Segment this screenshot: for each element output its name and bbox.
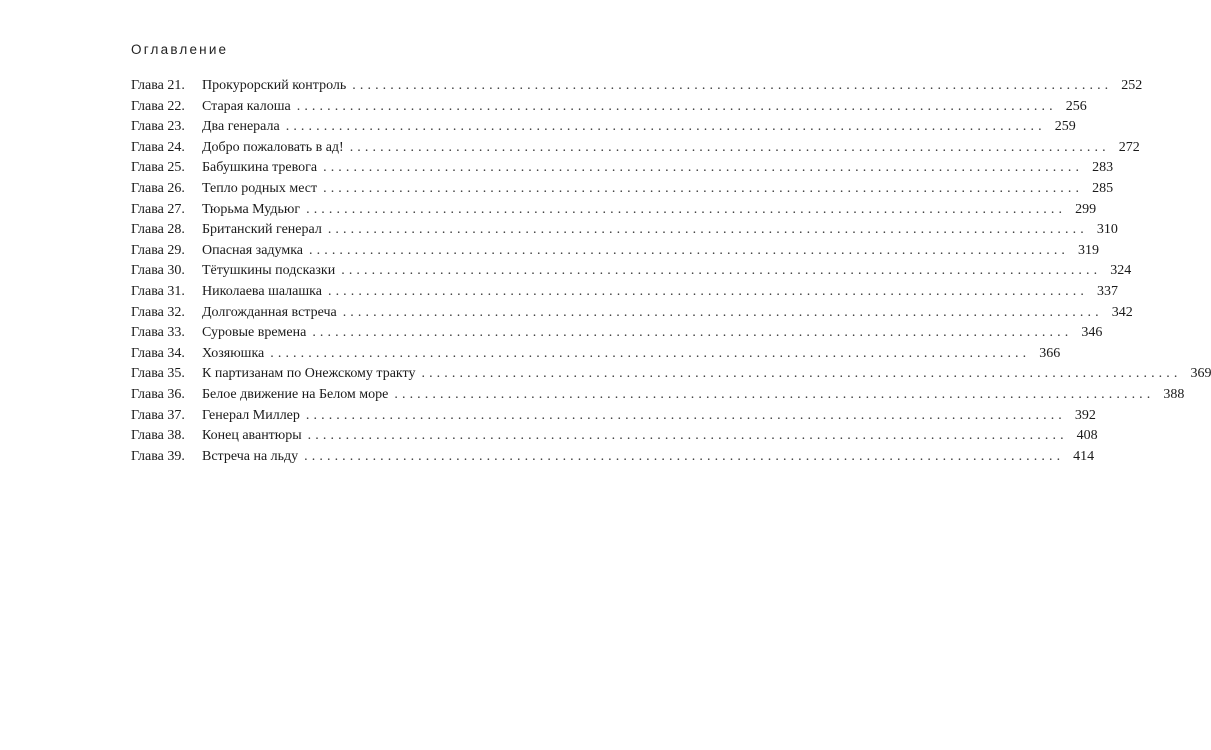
chapter-title: Белое движение на Белом море [202, 386, 389, 402]
dot-leader: .................................................................................................... [306, 201, 1067, 217]
page-number: 252 [1121, 78, 1143, 93]
toc-entry-body [202, 220, 1118, 241]
chapter-number: Глава 35. [131, 366, 185, 382]
page-number: 337 [1096, 283, 1118, 299]
toc-entry [131, 97, 1087, 118]
toc-entry-body [202, 303, 1133, 324]
toc-entry-body [202, 447, 1095, 468]
page-number: 256 [1065, 98, 1087, 114]
dot-leader: .................................................................................................... [304, 448, 1065, 464]
dot-leader: .................................................................................................... [394, 386, 1155, 402]
chapter-number: Глава 36. [131, 386, 185, 402]
toc-entry [131, 138, 1140, 159]
page-number: 414 [1073, 448, 1095, 464]
toc-entry [131, 200, 1097, 221]
chapter-number: Глава 31. [131, 283, 185, 299]
toc-entry-body [202, 200, 1097, 221]
page-number: 408 [1076, 428, 1098, 444]
chapter-title: Два генерала [202, 119, 280, 135]
dot-leader: .................................................................................................... [270, 345, 1031, 361]
chapter-number: Глава 33. [131, 325, 185, 341]
toc-entry [131, 261, 1132, 282]
dot-leader: .................................................................................................... [296, 98, 1057, 114]
page-number: 342 [1111, 304, 1133, 320]
chapter-number: Глава 34. [131, 345, 185, 361]
chapter-number: Глава 24. [131, 139, 185, 155]
toc-entry [131, 364, 1211, 385]
toc-entry-body [202, 241, 1100, 262]
chapter-title: Николаева шалашка [202, 283, 322, 299]
page-number: 299 [1075, 201, 1097, 217]
chapter-title: Суровые времена [202, 325, 307, 341]
toc-entry-body [202, 323, 1103, 344]
toc-entry-body [202, 385, 1185, 406]
page-number: 319 [1078, 242, 1100, 258]
chapter-number: Глава 22. [131, 98, 185, 114]
toc-entry-body [202, 97, 1087, 118]
toc-entry [131, 385, 1185, 406]
dot-leader: .................................................................................................... [323, 160, 1084, 176]
page-number: 366 [1039, 345, 1061, 361]
toc-entry-body [202, 76, 1143, 97]
toc-entry-body [202, 406, 1096, 427]
toc-entry [131, 117, 1076, 138]
toc-entry-body [202, 364, 1211, 385]
page-number: 388 [1163, 386, 1185, 402]
page-number: 392 [1074, 407, 1096, 423]
toc-entry-body [202, 261, 1132, 282]
chapter-number: Глава 29. [131, 242, 185, 258]
toc-entry [131, 323, 1103, 344]
chapter-title: Конец авантюры [202, 428, 302, 444]
chapter-number: Глава 32. [131, 304, 185, 320]
page-number: 259 [1054, 119, 1076, 135]
chapter-number: Глава 30. [131, 263, 185, 279]
toc-entry-body [202, 344, 1061, 365]
dot-leader: .................................................................................................... [341, 263, 1102, 279]
chapter-number: Глава 21. [131, 78, 185, 93]
chapter-number: Глава 39. [131, 448, 185, 464]
page-number: 272 [1118, 139, 1140, 155]
dot-leader: .................................................................................................... [285, 119, 1046, 135]
toc-entry [131, 426, 1098, 447]
page-number: 324 [1110, 263, 1132, 279]
dot-leader: .................................................................................................... [327, 283, 1088, 299]
toc-entry [131, 406, 1096, 427]
toc-entry [131, 179, 1114, 200]
dot-leader: .................................................................................................... [352, 78, 1113, 93]
table-of-contents [131, 76, 1211, 467]
chapter-title: Генерал Миллер [202, 407, 300, 423]
chapter-title: Хозяюшка [202, 345, 265, 361]
toc-entry [131, 447, 1095, 468]
toc-entry-body [202, 426, 1098, 447]
chapter-title: Тепло родных мест [202, 180, 318, 196]
chapter-title: Британский генерал [202, 222, 322, 238]
chapter-number: Глава 27. [131, 201, 185, 217]
toc-entry-body [202, 179, 1114, 200]
toc-entry-body [202, 282, 1118, 303]
chapter-title: Тюрьма Мудьюг [202, 201, 301, 217]
chapter-number: Глава 28. [131, 222, 185, 238]
dot-leader: .................................................................................................... [342, 304, 1103, 320]
toc-entry-body [202, 158, 1114, 179]
chapter-title: Встреча на льду [202, 448, 299, 464]
chapter-title: Долгожданная встреча [202, 304, 337, 320]
chapter-title: Опасная задумка [202, 242, 304, 258]
page-title: Оглавление [131, 42, 229, 57]
chapter-title: Старая калоша [202, 98, 291, 114]
chapter-title: Бабушкина тревога [202, 160, 318, 176]
chapter-title: Прокурорский контроль [202, 78, 347, 93]
page-number: 346 [1081, 325, 1103, 341]
dot-leader: .................................................................................................... [305, 407, 1066, 423]
chapter-number: Глава 37. [131, 407, 185, 423]
toc-entry [131, 344, 1061, 365]
dot-leader: .................................................................................................... [312, 325, 1073, 341]
chapter-number: Глава 23. [131, 119, 185, 135]
page-number: 310 [1096, 222, 1118, 238]
dot-leader: .................................................................................................... [307, 428, 1068, 444]
chapter-number: Глава 38. [131, 428, 185, 444]
page-number: 285 [1092, 180, 1114, 196]
dot-leader: .................................................................................................... [309, 242, 1070, 258]
dot-leader: .................................................................................................... [327, 222, 1088, 238]
chapter-title: Добро пожаловать в ад! [202, 139, 344, 155]
chapter-number: Глава 26. [131, 180, 185, 196]
toc-entry [131, 303, 1133, 324]
toc-entry [131, 241, 1100, 262]
toc-entry [131, 158, 1114, 179]
toc-entry [131, 282, 1118, 303]
toc-entry-body [202, 117, 1076, 138]
chapter-title: К партизанам по Онежскому тракту [202, 366, 416, 382]
dot-leader: .................................................................................................... [349, 139, 1110, 155]
toc-entry [131, 76, 1143, 97]
chapter-title: Тётушкины подсказки [202, 263, 336, 279]
chapter-number: Глава 25. [131, 160, 185, 176]
dot-leader: .................................................................................................... [421, 366, 1182, 382]
toc-entry [131, 220, 1118, 241]
dot-leader: .................................................................................................... [323, 180, 1084, 196]
toc-entry-body [202, 138, 1140, 159]
page-number: 369 [1190, 366, 1211, 382]
page-number: 283 [1092, 160, 1114, 176]
